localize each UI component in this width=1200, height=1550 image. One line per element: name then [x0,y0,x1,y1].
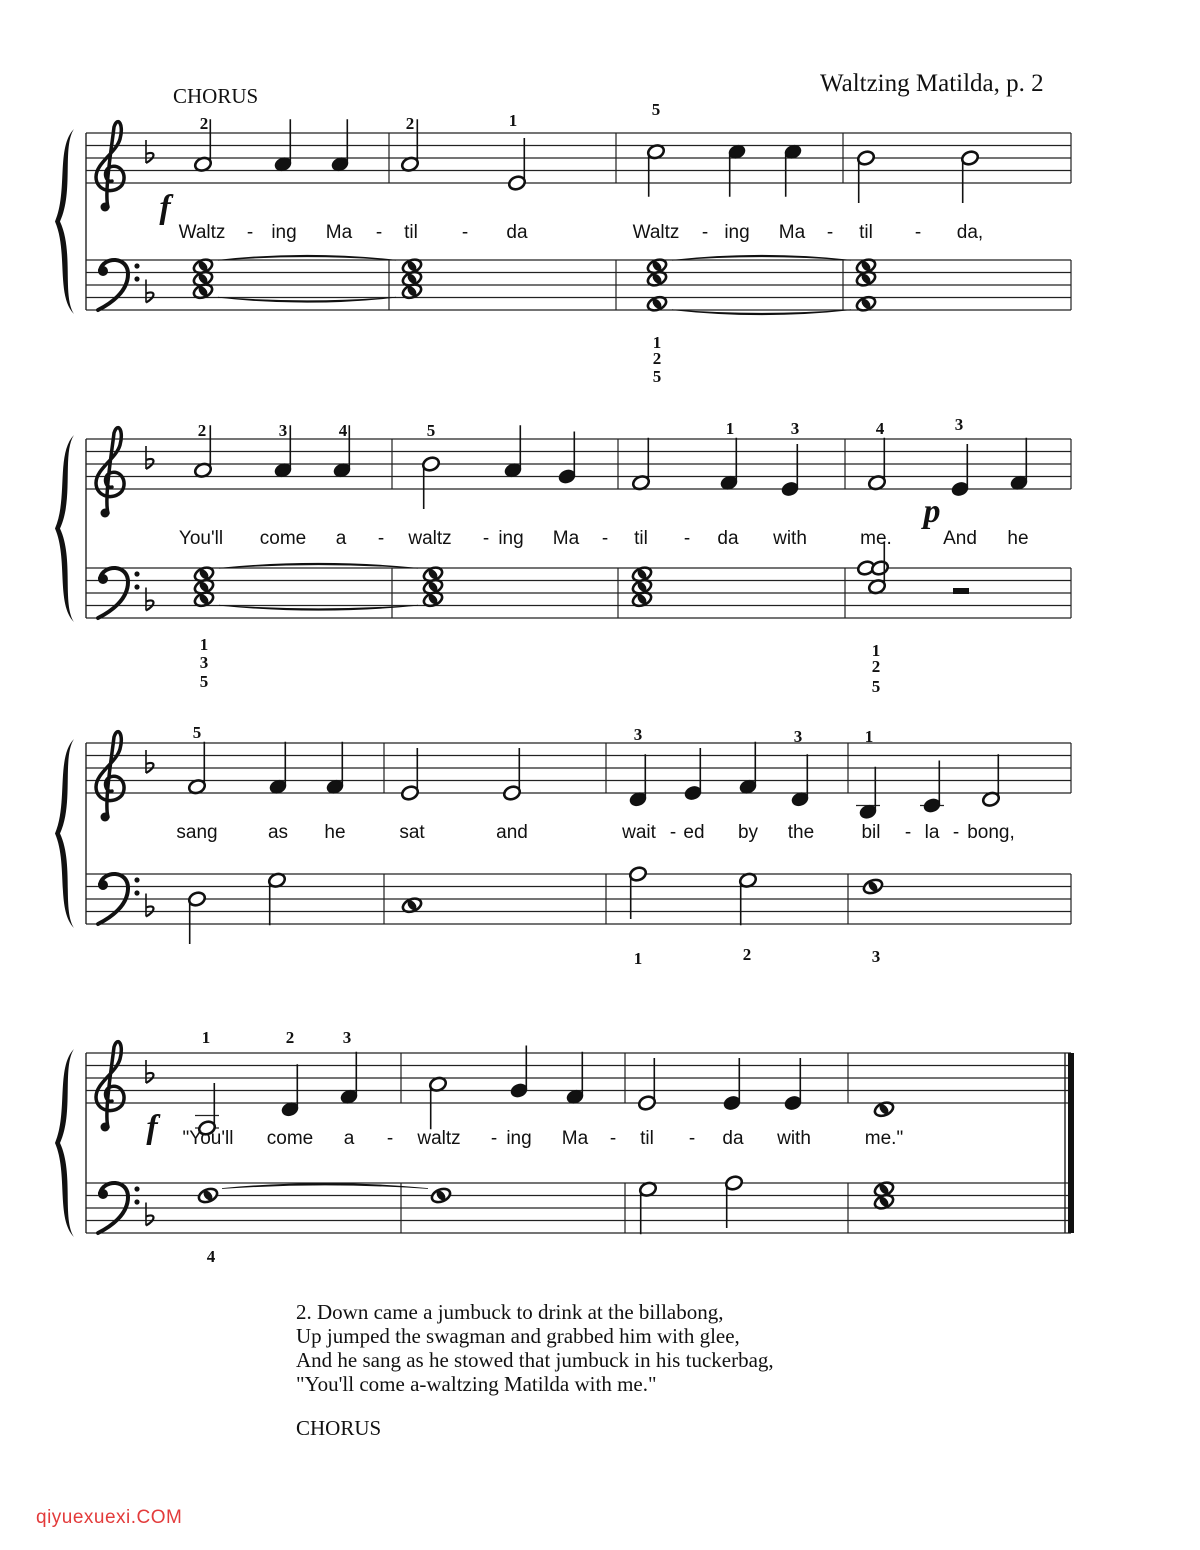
lyric-syllable: - [609,1128,617,1149]
flat-key-signature-icon [146,1203,154,1226]
half-rest-icon [953,588,969,594]
lyric-syllable: - [914,222,922,243]
flat-key-signature-icon [146,1060,154,1083]
bass-clef-dot [134,1186,139,1191]
dynamic-marking: f [146,1109,158,1146]
lyric-syllable: - [375,222,383,243]
fingering-number: 3 [342,1028,352,1047]
verse-2-lyrics [296,1300,774,1396]
lyric-syllable: da [722,1128,744,1149]
lyric-syllable: me." [864,1128,904,1149]
lyric-syllable: ing [506,1128,532,1149]
treble-clef-path [96,428,124,513]
lyric-syllable: You'll [178,528,224,549]
lyric-syllable: - [688,1128,696,1149]
fingering-number: 3 [278,421,288,440]
lyric-syllable: "You'll [182,1128,234,1149]
grand-staff-brace-icon [55,129,74,314]
lyric-syllable: ed [683,822,705,843]
lyric-syllable: waltz [408,528,452,549]
fingering-number: 2 [405,114,415,133]
fingering-number: 4 [875,419,885,438]
lyric-syllable: ing [724,222,750,243]
fingering-number: 5 [192,723,202,742]
lyric-syllable: Ma [325,222,353,243]
lyric-syllable: me. [860,528,892,549]
lyric-syllable: a [335,528,347,549]
lyric-syllable: he [324,822,346,843]
lyric-syllable: til [640,1128,654,1149]
lyric-syllable: - [490,1128,498,1149]
lyric-syllable: Ma [778,222,806,243]
lyric-syllable: - [482,528,490,549]
note-head [862,877,884,895]
lyric-syllable: bil [861,822,881,843]
bass-clef-dot [134,263,139,268]
lyric-syllable: til [634,528,648,549]
flat-key-signature-icon [146,588,154,611]
bass-clef-dot [134,1199,139,1204]
fingering-number: 1 [201,1028,211,1047]
lyric-syllable: - [461,222,469,243]
lyric-syllable: da, [956,222,984,243]
treble-clef-dot [101,509,110,518]
flat-key-signature-icon [146,280,154,303]
lyric-syllable: - [826,222,834,243]
fingering-number: 1 [725,419,735,438]
lyric-syllable: with [773,528,807,549]
lyric-syllable: - [904,822,912,843]
lyric-syllable: wait [622,822,656,843]
page-title: Waltzing Matilda, p. 2 [820,70,1044,97]
grand-staff-brace-icon [55,739,74,928]
note-head [197,1186,219,1204]
dynamic-marking: f [159,189,171,226]
bass-clef-dot [98,266,108,276]
lyric-syllable: by [737,822,759,843]
lyric-syllable: a [343,1128,355,1149]
fingering-number: 3 [199,653,209,672]
fingering-number: 3 [793,727,803,746]
fingering-number: 4 [206,1247,216,1266]
treble-clef-icon [96,428,124,518]
lyric-syllable: la [924,822,940,843]
lyric-syllable: - [386,1128,394,1149]
bass-clef-dot [98,880,108,890]
lyric-syllable: And [943,528,977,549]
verse-line: Up jumped the swagman and grabbed him with glee, [296,1324,740,1348]
fingering-number: 5 [651,100,661,119]
flat-key-signature-icon [146,894,154,917]
verse-line: And he sang as he stowed that jumbuck in his tuckerbag, [296,1348,774,1372]
fingering-number: 3 [871,947,881,966]
lyric-syllable: da [717,528,739,549]
fingering-number: 2 [285,1028,295,1047]
lyric-syllable: as [267,822,289,843]
flat-key-signature-icon [146,750,154,773]
treble-clef-icon [96,1042,124,1132]
bass-clef-dot [98,574,108,584]
lyric-syllable: Waltz [632,222,680,243]
lyric-syllable: and [496,822,528,843]
chorus-label: CHORUS [173,84,259,108]
treble-clef-path [96,122,124,207]
treble-clef-dot [101,813,110,822]
fingering-number: 5 [871,677,881,696]
treble-clef-icon [96,122,124,212]
note-head [870,559,889,576]
lyric-syllable: with [777,1128,811,1149]
grand-staff-brace-icon [55,1049,74,1237]
flat-key-signature-icon [146,140,154,163]
lyric-syllable: ing [498,528,524,549]
lyric-syllable: da [506,222,528,243]
lyric-syllable: - [601,528,609,549]
fingering-number: 4 [338,421,348,440]
fingering-number: 2 [199,114,209,133]
bass-clef-dot [134,571,139,576]
lyric-syllable: - [683,528,691,549]
lyric-syllable: the [787,822,815,843]
fingering-number: 1 [508,111,518,130]
fingering-number: 2 [742,945,752,964]
lyric-syllable: ing [271,222,297,243]
fingering-number: 1 [199,635,209,654]
fingering-number: 5 [426,421,436,440]
fingering-number: 3 [790,419,800,438]
lyric-syllable: Waltz [178,222,226,243]
bass-clef-dot [134,584,139,589]
treble-clef-dot [101,1123,110,1132]
note-head [430,1186,452,1204]
treble-clef-path [96,732,124,817]
fingering-number: 1 [652,333,662,352]
lyric-syllable: Ma [561,1128,589,1149]
lyric-syllable: come [259,528,307,549]
flat-key-signature-icon [146,446,154,469]
lyric-syllable: waltz [417,1128,461,1149]
note-head-oval [870,559,889,576]
lyric-syllable: come [266,1128,314,1149]
fingering-number: 5 [652,367,662,386]
fingering-number: 1 [871,641,881,660]
lyric-syllable: - [377,528,385,549]
lyric-syllable: bong, [967,822,1015,843]
treble-clef-dot [101,203,110,212]
fingering-number: 2 [197,421,207,440]
watermark-text: qiyuexuexi.COM [36,1507,183,1528]
final-barline [1068,1053,1074,1233]
lyric-syllable: - [246,222,254,243]
bass-clef-dot [134,890,139,895]
lyric-syllable: - [952,822,960,843]
lyric-syllable: til [404,222,418,243]
verse-chorus-label: CHORUS [296,1416,382,1440]
fingering-number: 5 [199,672,209,691]
fingering-number: 3 [954,415,964,434]
lyric-syllable: sat [399,822,425,843]
bass-clef-dot [134,276,139,281]
verse-line: "You'll come a-waltzing Matilda with me." [296,1372,657,1396]
lyric-syllable: sang [176,822,218,843]
lyric-syllable: til [859,222,873,243]
fingering-number: 1 [633,949,643,968]
lyric-syllable: Ma [552,528,580,549]
fingering-number: 2 [871,657,881,676]
fingering-number: 2 [652,349,662,368]
fingering-number: 1 [864,727,874,746]
treble-clef-path [96,1042,124,1127]
bass-clef-dot [98,1189,108,1199]
bass-clef-dot [134,877,139,882]
treble-clef-icon [96,732,124,822]
lyric-syllable: - [669,822,677,843]
dynamic-marking: p [923,493,941,530]
lyric-syllable: - [701,222,709,243]
grand-staff-brace-icon [55,435,74,622]
fingering-number: 3 [633,725,643,744]
lyric-syllable: he [1007,528,1029,549]
verse-line: 2. Down came a jumbuck to drink at the billabong, [296,1300,724,1324]
tie-curve [222,1184,428,1189]
